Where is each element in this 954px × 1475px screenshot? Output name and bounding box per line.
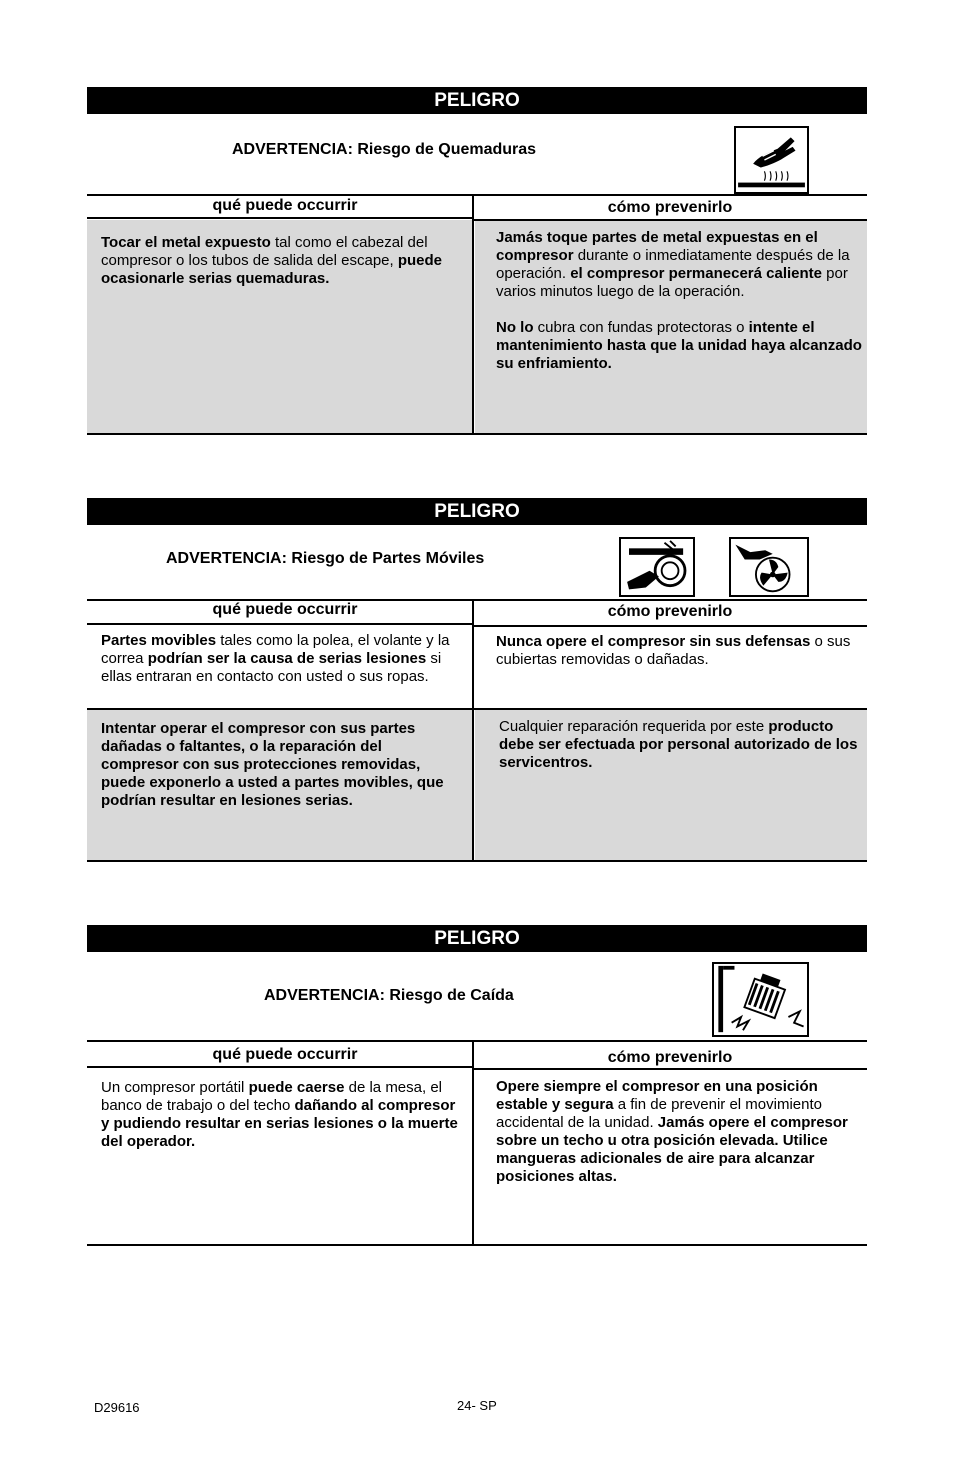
belt-pulley-hazard-icon: [619, 537, 695, 597]
risk-description: Un compresor portátil puede caerse de la mesa, el banco de trabajo o del techo dañando al compresor y pudiendo resultar en serias lesiones o la muerte del operador.: [101, 1079, 458, 1150]
prevention-description: Cualquier reparación requerida por este producto debe ser efectuada por personal autorizado de los servicentros.: [499, 718, 858, 771]
header-rule-right: [473, 1068, 867, 1070]
hazard-section-fall: [87, 925, 867, 1250]
header-rule-left: [87, 217, 473, 219]
column-header-what-can-happen: qué puede occurrir: [212, 1046, 358, 1063]
header-rule-left: [87, 1066, 473, 1068]
falling-compressor-icon: [712, 962, 809, 1037]
column-header-how-to-prevent: cómo prevenirlo: [607, 199, 733, 216]
danger-banner: PELIGRO: [87, 87, 867, 114]
risk-description: Tocar el metal expuesto tal como el cabezal del compresor o los tubos de salida del escape, puede ocasionarle serias quemaduras.: [101, 234, 443, 287]
column-divider: [472, 1040, 474, 1244]
table-bottom-rule: [87, 433, 867, 435]
danger-banner: PELIGRO: [87, 498, 867, 525]
warning-title: ADVERTENCIA: Riesgo de Partes Móviles: [166, 550, 485, 567]
column-header-how-to-prevent: cómo prevenirlo: [607, 603, 733, 620]
hazard-section-moving-parts: [87, 498, 867, 868]
column-divider: [472, 599, 474, 860]
document-code: D29616: [94, 1400, 140, 1415]
prevention-description: Jamás toque partes de metal expuestas en el compresor durante o inmediatamente después de la operación. el compresor permanecerá caliente por varios minutos luego de la operación. No lo cubra con fundas protectoras o intente el mantenimiento hasta que la unidad haya alcanzado su enfriamiento.: [496, 229, 862, 372]
burn-hazard-hand-icon: [734, 126, 809, 194]
page-number: 24- SP: [457, 1398, 497, 1413]
risk-description: Partes movibles tales como la polea, el volante y la correa podrían ser la causa de serias lesiones si ellas entraran en contacto con usted o sus ropas.: [101, 632, 450, 685]
warning-title: ADVERTENCIA: Riesgo de Caída: [264, 987, 514, 1004]
table-bottom-rule: [87, 1244, 867, 1246]
column-header-what-can-happen: qué puede occurrir: [212, 197, 358, 214]
prevention-description: Nunca opere el compresor sin sus defensas o sus cubiertas removidas o dañadas.: [496, 633, 851, 668]
prevention-description: Opere siempre el compresor en una posición estable y segura a fin de prevenir el movimiento accidental de la unidad. Jamás opere el compresor sobre un techo u otra posición elevada. Utilice mangueras adicionales de aire para alcanzar posiciones altas.: [496, 1078, 848, 1185]
table-bottom-rule: [87, 860, 867, 862]
warning-title: ADVERTENCIA: Riesgo de Quemaduras: [232, 141, 537, 158]
column-divider: [472, 194, 474, 433]
risk-description: Intentar operar el compresor con sus partes dañadas o faltantes, o la reparación del compresor con sus protecciones removidas, puede exponerlo a usted a partes movibles, que podrían resultar en lesiones serias.: [101, 720, 444, 809]
hazard-section-burn: [87, 87, 867, 437]
column-header-what-can-happen: qué puede occurrir: [212, 601, 358, 618]
danger-banner: PELIGRO: [87, 925, 867, 952]
table-top-rule: [87, 1040, 867, 1042]
table-top-rule: [87, 194, 867, 196]
column-header-how-to-prevent: cómo prevenirlo: [607, 1049, 733, 1066]
fan-blade-hazard-icon: [729, 537, 809, 597]
